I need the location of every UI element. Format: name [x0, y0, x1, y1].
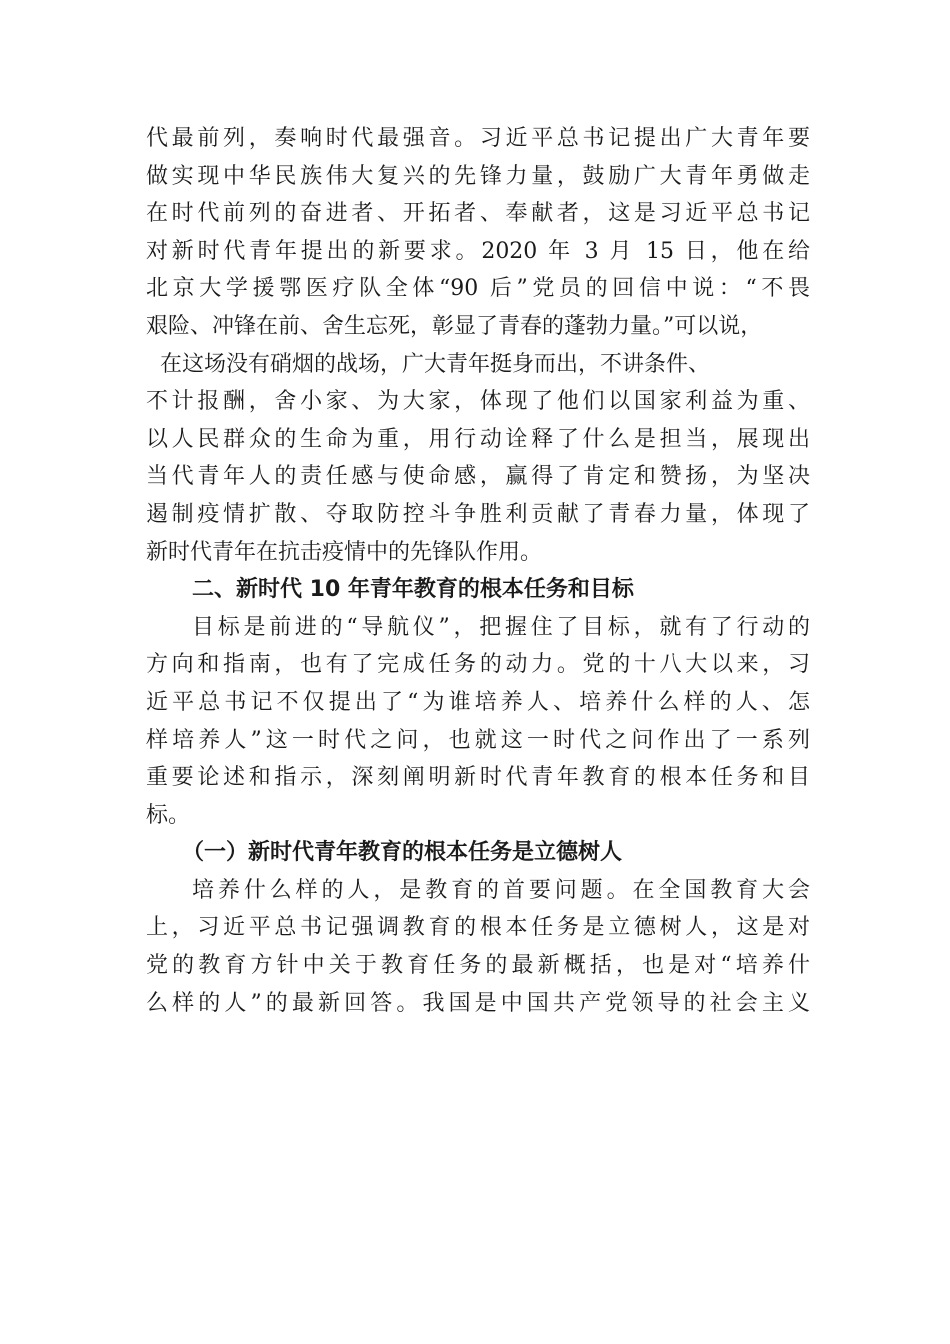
paragraph-line: 以人民群众的生命为重，用行动诠释了什么是担当，展现出	[146, 426, 810, 452]
paragraph-line: 党的教育方针中关于教育任务的最新概括，也是对“培养什	[146, 953, 810, 979]
paragraph-line: 近平总书记不仅提出了“为谁培养人、培养什么样的人、怎	[146, 689, 810, 715]
paragraph-line: 当代青年人的责任感与使命感，赢得了肯定和赞扬，为坚决	[146, 464, 810, 490]
paragraph-line: 方向和指南，也有了完成任务的动力。党的十八大以来，习	[146, 652, 810, 678]
paragraph-line: 代最前列，奏响时代最强音。习近平总书记提出广大青年要	[146, 126, 810, 151]
subsection-heading: （一）新时代青年教育的根本任务是立德树人	[182, 840, 623, 866]
paragraph-line: 新时代青年在抗击疫情中的先锋队作用。	[146, 539, 543, 565]
paragraph-line: 做实现中华民族伟大复兴的先锋力量，鼓励广大青年勇做走	[146, 163, 810, 189]
paragraph-line: 不计报酬，舍小家、为大家，体现了他们以国家利益为重、	[146, 389, 810, 415]
paragraph-line: 北京大学援鄂医疗队全体“90 后”党员的回信中说：“不畏	[146, 276, 810, 302]
body-text	[146, 120, 810, 1022]
paragraph-line: 上，习近平总书记强调教育的根本任务是立德树人，这是对	[146, 915, 810, 941]
section-heading: 二、新时代 10 年青年教育的根本任务和目标	[192, 577, 634, 603]
paragraph-line: 目标是前进的“导航仪”，把握住了目标，就有了行动的	[192, 614, 810, 640]
paragraph-line: 标。	[146, 802, 191, 828]
paragraph-line: 培养什么样的人，是教育的首要问题。在全国教育大会	[192, 877, 810, 903]
paragraph-line: 艰险、冲锋在前、舍生忘死，彰显了青春的蓬勃力量。”可以说，	[146, 313, 763, 339]
paragraph-line: 样培养人”这一时代之问，也就这一时代之问作出了一系列	[146, 727, 810, 753]
paragraph-line: 遏制疫情扩散、夺取防控斗争胜利贡献了青春力量，体现了	[146, 501, 810, 527]
paragraph-line: 在时代前列的奋进者、开拓者、奉献者，这是习近平总书记	[146, 201, 810, 227]
paragraph-line: 重要论述和指示，深刻阐明新时代青年教育的根本任务和目	[146, 765, 810, 791]
paragraph-line: 对新时代青年提出的新要求。2020 年 3 月 15 日，他在给	[146, 238, 810, 264]
paragraph-line: 么样的人”的最新回答。我国是中国共产党领导的社会主义	[146, 990, 810, 1016]
paragraph-line: 在这场没有硝烟的战场，广大青年挺身而出，不讲条件、	[146, 351, 710, 377]
